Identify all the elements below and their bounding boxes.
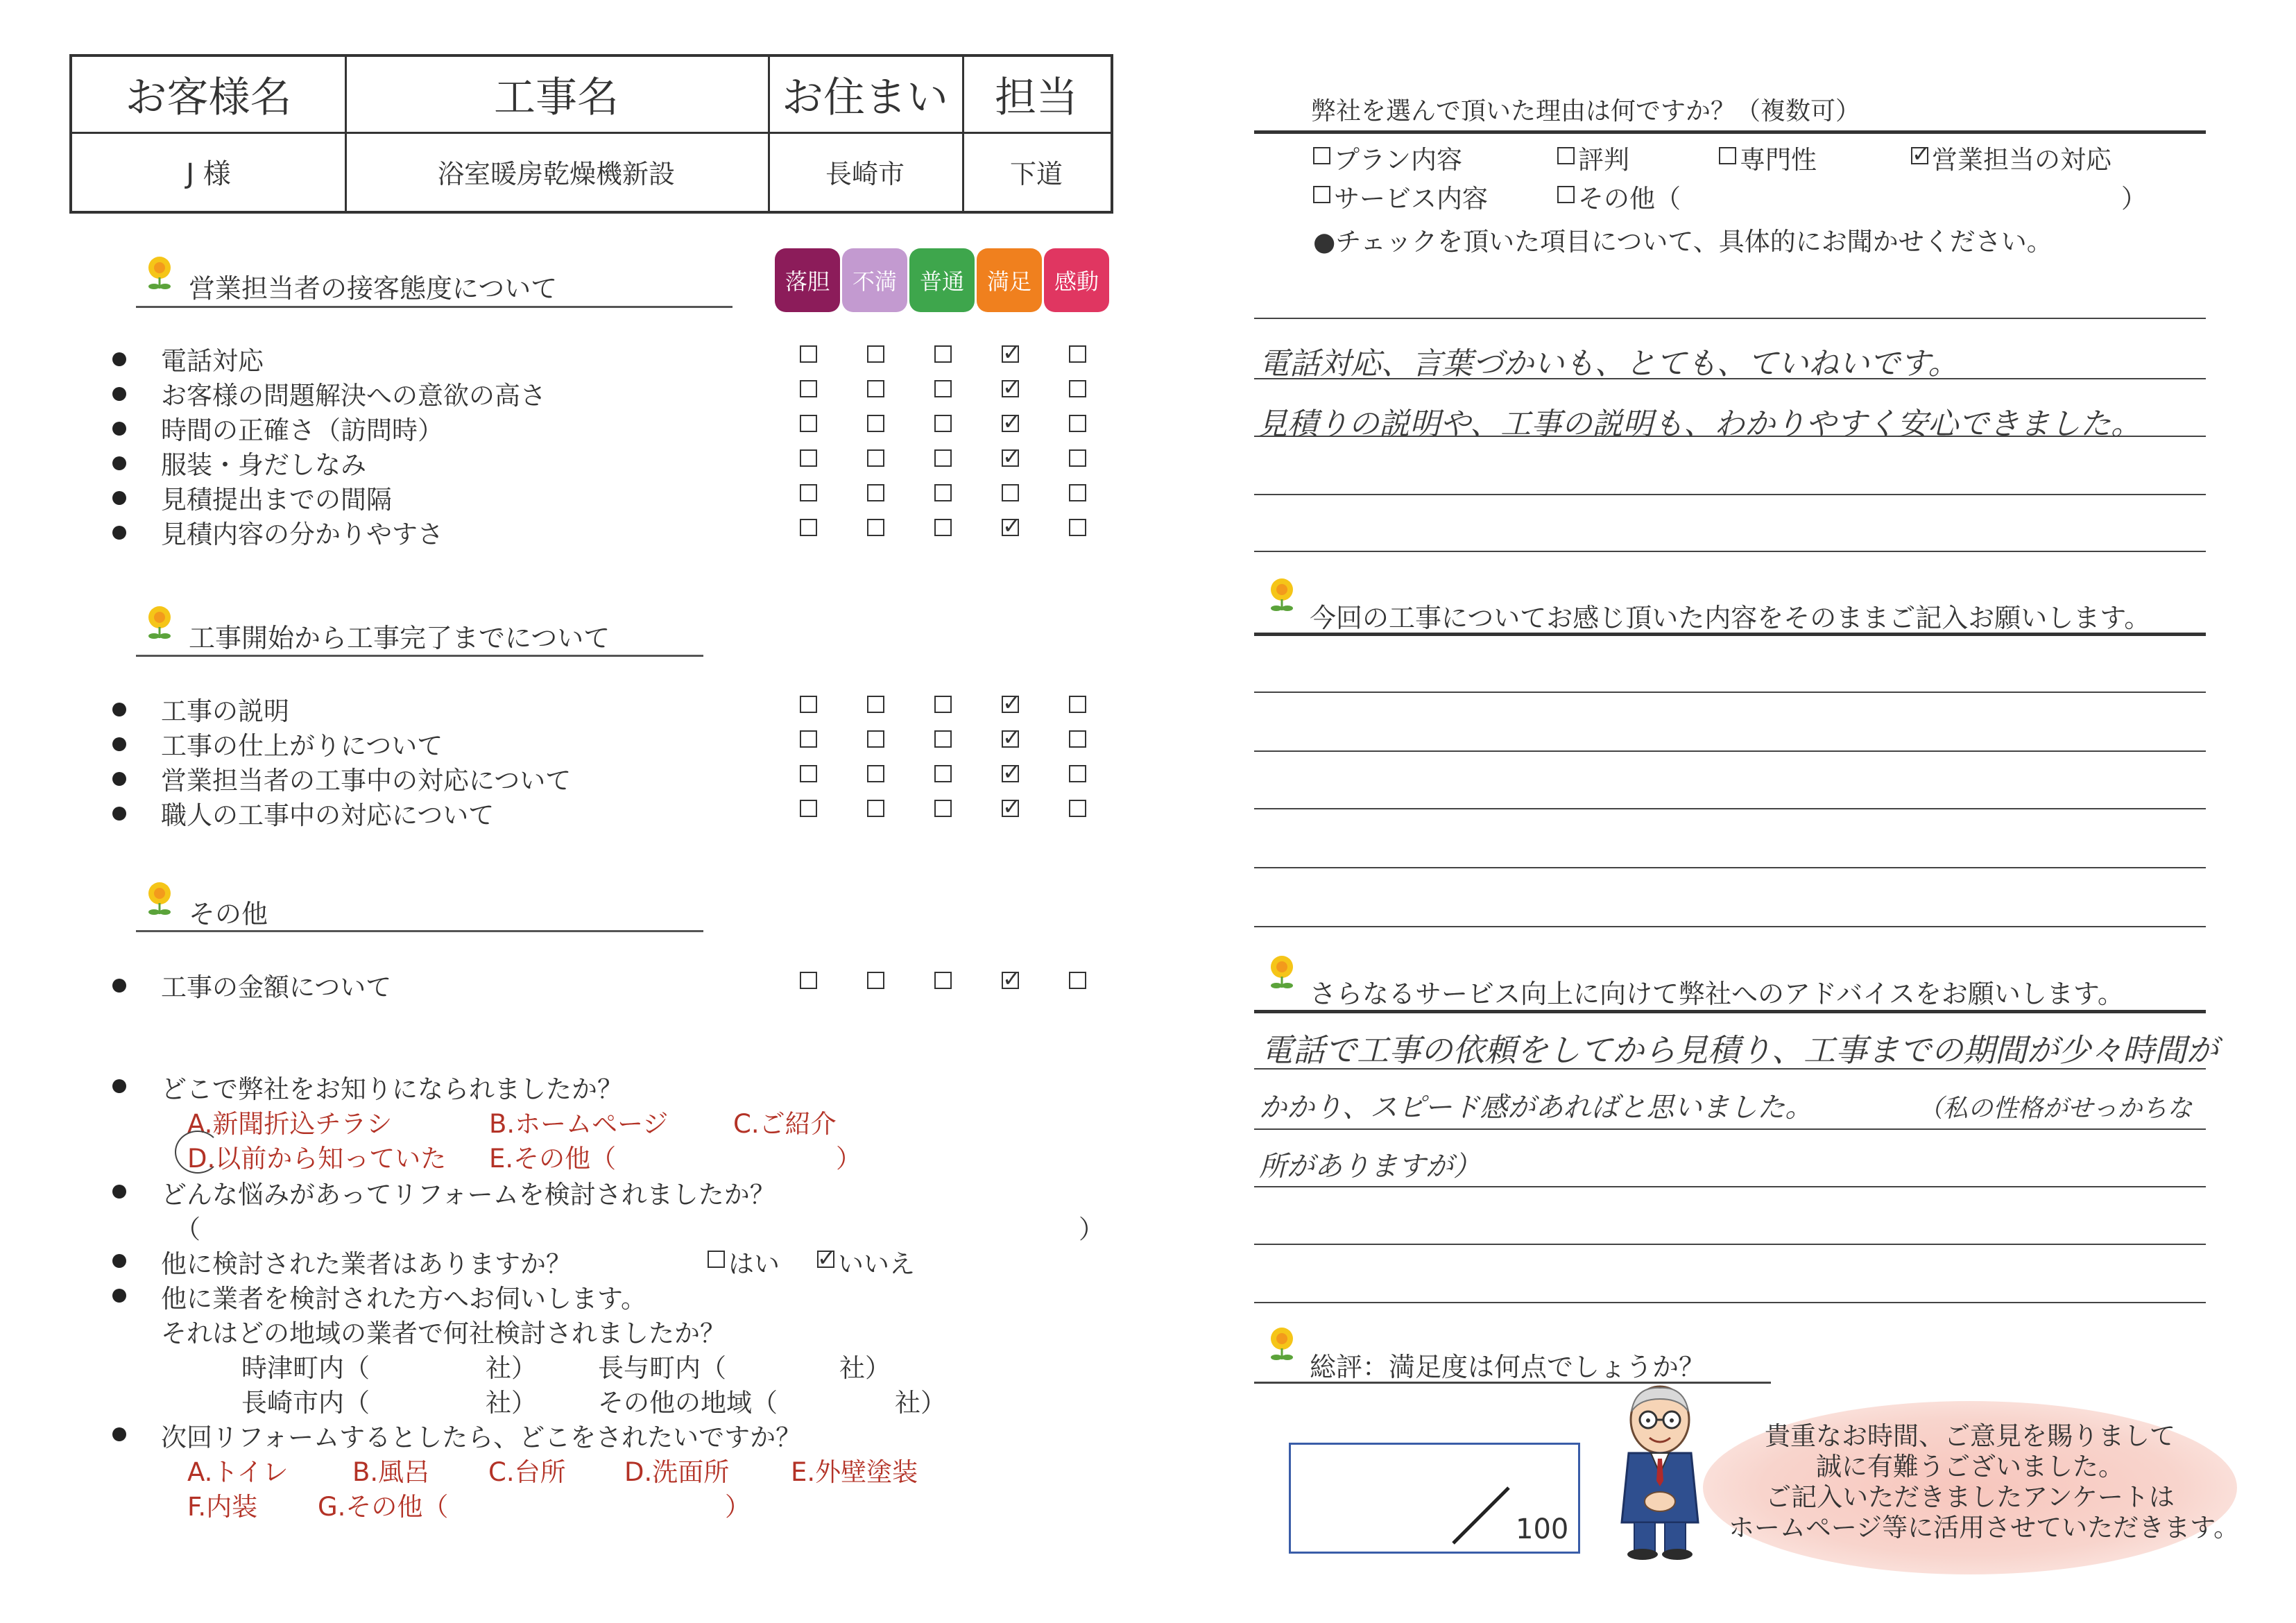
rating-checkbox[interactable] bbox=[800, 730, 817, 748]
bullet bbox=[112, 526, 126, 540]
region-togitsu: 時津町内（ bbox=[241, 1353, 370, 1383]
vendor-yes-checkbox[interactable] bbox=[708, 1251, 725, 1268]
check-mark-icon: ✓ bbox=[1002, 374, 1021, 400]
sunflower-icon bbox=[146, 255, 173, 291]
next-reform-g-close: ） bbox=[725, 1492, 751, 1522]
reason-answer-line-2: 見積りの説明や、工事の説明も、わかりやすく安心できました。 bbox=[1257, 406, 2142, 442]
advice-answer-line-2: かかり、スピード感があればと思いました。 bbox=[1259, 1092, 1813, 1124]
answer-line bbox=[1254, 1186, 2206, 1187]
answer-line bbox=[1254, 867, 2206, 868]
thanks-line-3: ご記入いただきましたアンケートは bbox=[1765, 1482, 2175, 1512]
residence: 長崎市 bbox=[825, 158, 905, 189]
answer-line bbox=[1254, 926, 2206, 927]
rating-checkbox[interactable] bbox=[800, 972, 817, 989]
sunflower-icon bbox=[1268, 954, 1296, 990]
question-label: 時間の正確さ（訪問時） bbox=[161, 415, 443, 445]
answer-line bbox=[1254, 1302, 2206, 1303]
score-max: 100 bbox=[1516, 1513, 1569, 1545]
header-customer-label: お客様名 bbox=[125, 74, 292, 122]
answer-line bbox=[1254, 551, 2206, 552]
question-label: 工事の説明 bbox=[161, 696, 289, 726]
region-question: 他に業者を検討された方へお伺いします。 bbox=[161, 1284, 647, 1314]
check-mark-icon: ✓ bbox=[1912, 141, 1930, 167]
rating-checkbox[interactable] bbox=[800, 449, 817, 467]
reason-other-close: ） bbox=[2121, 184, 2147, 214]
reason-checkbox[interactable] bbox=[1313, 186, 1330, 203]
rating-checkbox[interactable] bbox=[934, 800, 952, 817]
rating-checkbox[interactable] bbox=[800, 519, 817, 536]
region-nagasaki-sha: 社） bbox=[486, 1388, 537, 1418]
how-know-option-e[interactable]: E.その他（ bbox=[489, 1144, 617, 1174]
region-question-2: それはどの地域の業者で何社検討されましたか？ bbox=[161, 1319, 726, 1348]
bullet bbox=[112, 422, 126, 436]
rating-checkbox[interactable] bbox=[867, 380, 884, 397]
thanks-line-2: 誠に有難うございました。 bbox=[1816, 1452, 2124, 1482]
answer-line bbox=[1254, 692, 2206, 693]
rating-header-2: 不満 bbox=[842, 248, 907, 312]
check-mark-icon: ✓ bbox=[1002, 965, 1021, 992]
rating-checkbox[interactable] bbox=[800, 484, 817, 501]
bullet bbox=[112, 737, 126, 751]
sunflower-icon bbox=[146, 881, 173, 917]
bullet bbox=[112, 456, 126, 470]
section-staff-attitude-title: 営業担当者の接客態度について bbox=[189, 273, 558, 304]
reason-checkbox[interactable] bbox=[1557, 186, 1575, 203]
advice-answer-line-2b: （私の性格がせっかちな bbox=[1918, 1094, 2193, 1123]
question-label: 営業担当者の工事中の対応について bbox=[161, 766, 572, 796]
rating-checkbox[interactable] bbox=[934, 415, 952, 432]
how-know-option-b[interactable]: B.ホームページ bbox=[489, 1109, 669, 1139]
reason-option-label: 専門性 bbox=[1740, 145, 1817, 175]
reason-answer-line-1: 電話対応、言葉づかいも、とても、ていねいです。 bbox=[1259, 346, 1959, 381]
check-mark-icon: ✓ bbox=[1002, 339, 1021, 366]
next-reform-d[interactable]: D.洗面所 bbox=[624, 1457, 730, 1487]
section-construction-title: 工事開始から工事完了までについて bbox=[189, 623, 610, 653]
check-mark-icon: ✓ bbox=[1002, 443, 1021, 470]
rating-checkbox[interactable] bbox=[800, 345, 817, 363]
check-mark-icon: ✓ bbox=[1002, 759, 1021, 785]
check-mark-icon: ✓ bbox=[1002, 724, 1021, 750]
rating-checkbox[interactable] bbox=[867, 972, 884, 989]
rating-checkbox[interactable] bbox=[800, 380, 817, 397]
bullet bbox=[112, 807, 126, 821]
question-label: 工事の仕上がりについて bbox=[161, 731, 443, 761]
rating-checkbox[interactable] bbox=[800, 800, 817, 817]
rating-header-4: 満足 bbox=[977, 248, 1042, 312]
project-name: 浴室暖房乾燥機新設 bbox=[437, 158, 675, 189]
score-title: 総評：満足度は何点でしょうか？ bbox=[1310, 1352, 1706, 1382]
rating-header-1: 落胆 bbox=[775, 248, 840, 312]
header-residence-label: お住まい bbox=[782, 74, 948, 122]
header-table bbox=[69, 54, 1113, 214]
staff-name: 下道 bbox=[1009, 158, 1063, 189]
question-label: 服装・身だしなみ bbox=[161, 450, 366, 480]
question-label: お客様の問題解決への意欲の高さ bbox=[161, 381, 546, 411]
how-know-option-e-close: ） bbox=[836, 1144, 862, 1174]
check-mark-icon: ✓ bbox=[817, 1245, 836, 1271]
answer-line bbox=[1254, 318, 2206, 319]
reason-option-label: その他（ bbox=[1578, 184, 1681, 214]
bullet bbox=[112, 1254, 126, 1268]
section-underline bbox=[136, 306, 733, 308]
region-nagasaki: 長崎市内（ bbox=[241, 1388, 370, 1418]
advice-answer-line-1: 電話で工事の依頼をしてから見積り、工事までの期間が少々時間が bbox=[1261, 1031, 2218, 1069]
bullet bbox=[112, 772, 126, 786]
region-nagayo: 長与町内（ bbox=[598, 1353, 726, 1383]
rating-checkbox[interactable] bbox=[1069, 519, 1086, 536]
check-mark-icon: ✓ bbox=[1002, 689, 1021, 716]
rating-checkbox[interactable] bbox=[934, 519, 952, 536]
next-reform-f[interactable]: F.内装 bbox=[187, 1492, 258, 1522]
rating-checkbox[interactable] bbox=[934, 730, 952, 748]
question-label: 見積提出までの間隔 bbox=[161, 485, 392, 515]
reason-checkbox[interactable] bbox=[1557, 147, 1575, 164]
bullet bbox=[112, 1185, 126, 1199]
rating-checkbox[interactable] bbox=[800, 696, 817, 713]
bullet bbox=[112, 979, 126, 993]
rating-checkbox[interactable] bbox=[934, 345, 952, 363]
rating-checkbox[interactable] bbox=[1069, 972, 1086, 989]
reason-detail-prompt: ●チェックを頂いた項目について、具体的にお聞かせください。 bbox=[1313, 227, 2053, 257]
question-label: 職人の工事中の対応について bbox=[161, 800, 495, 830]
sunflower-icon bbox=[1268, 1326, 1296, 1362]
thanks-line-4: ホームページ等に活用させていただきます。 bbox=[1728, 1513, 2240, 1543]
rating-checkbox[interactable] bbox=[867, 519, 884, 536]
check-mark-icon: ✓ bbox=[1002, 793, 1021, 820]
bullet bbox=[112, 352, 126, 366]
region-other-sha: 社） bbox=[895, 1388, 946, 1418]
region-nagayo-sha: 社） bbox=[839, 1353, 891, 1383]
rating-checkbox[interactable] bbox=[934, 972, 952, 989]
vendor-yes-label: はい bbox=[728, 1249, 780, 1279]
section-underline bbox=[136, 930, 703, 932]
rating-checkbox[interactable] bbox=[934, 484, 952, 501]
bullet bbox=[112, 491, 126, 505]
answer-line bbox=[1254, 750, 2206, 752]
section-underline bbox=[136, 655, 703, 657]
region-togitsu-sha: 社） bbox=[486, 1353, 537, 1383]
rating-checkbox[interactable] bbox=[934, 696, 952, 713]
customer-name: J 様 bbox=[186, 157, 231, 190]
reason-question: 弊社を選んで頂いた理由は何ですか？（複数可） bbox=[1311, 97, 1861, 126]
vendor-no-label: いいえ bbox=[838, 1249, 915, 1279]
impression-title: 今回の工事についてお感じ頂いた内容をそのままご記入お願いします。 bbox=[1310, 603, 2151, 633]
rating-checkbox[interactable] bbox=[1069, 380, 1086, 397]
bullet bbox=[112, 703, 126, 716]
next-reform-question: 次回リフォームするとしたら、どこをされたいですか？ bbox=[161, 1423, 802, 1452]
rating-checkbox[interactable] bbox=[1002, 484, 1019, 501]
rating-checkbox[interactable] bbox=[867, 449, 884, 467]
worry-close-paren: ） bbox=[1079, 1214, 1104, 1244]
how-know-question: どこで弊社をお知りになられましたか？ bbox=[161, 1074, 623, 1104]
rating-checkbox[interactable] bbox=[867, 730, 884, 748]
answer-line bbox=[1254, 808, 2206, 809]
other-vendor-question: 他に検討された業者はありますか？ bbox=[161, 1249, 572, 1279]
rating-checkbox[interactable] bbox=[1069, 449, 1086, 467]
sunflower-icon bbox=[1268, 577, 1296, 613]
rating-checkbox[interactable] bbox=[934, 380, 952, 397]
how-know-option-a[interactable]: A.新聞折込チラシ bbox=[187, 1109, 393, 1139]
slash-icon bbox=[1450, 1484, 1512, 1547]
header-staff-label: 担当 bbox=[995, 74, 1078, 122]
reason-option-label: 評判 bbox=[1578, 145, 1629, 175]
bullet bbox=[112, 1079, 126, 1093]
rating-checkbox[interactable] bbox=[867, 696, 884, 713]
rating-checkbox[interactable] bbox=[800, 415, 817, 432]
check-mark-icon: ✓ bbox=[1002, 513, 1021, 539]
impression-rule bbox=[1254, 633, 2206, 636]
advice-answer-line-3: 所がありますが） bbox=[1259, 1151, 1481, 1183]
reason-checkbox[interactable] bbox=[1313, 147, 1330, 164]
rating-checkbox[interactable] bbox=[800, 765, 817, 782]
staff-mascot-illustration bbox=[1608, 1384, 1712, 1561]
rating-checkbox[interactable] bbox=[1069, 800, 1086, 817]
reason-option-label: サービス内容 bbox=[1334, 184, 1488, 214]
reason-option-label: プラン内容 bbox=[1334, 145, 1462, 175]
sunflower-icon bbox=[146, 605, 173, 641]
section-other-title: その他 bbox=[189, 899, 268, 929]
answer-line bbox=[1254, 494, 2206, 495]
advice-title: さらなるサービス向上に向けて弊社へのアドバイスをお願いします。 bbox=[1310, 979, 2124, 1009]
header-project-label: 工事名 bbox=[494, 74, 619, 122]
next-reform-g[interactable]: G.その他（ bbox=[318, 1492, 449, 1522]
bullet bbox=[112, 1427, 126, 1441]
next-reform-b[interactable]: B.風呂 bbox=[352, 1457, 430, 1487]
how-know-option-c[interactable]: C.ご紹介 bbox=[733, 1109, 837, 1139]
bullet bbox=[112, 387, 126, 401]
rating-checkbox[interactable] bbox=[1069, 765, 1086, 782]
rating-checkbox[interactable] bbox=[867, 345, 884, 363]
advice-rule bbox=[1254, 1010, 2206, 1013]
question-label: 工事の金額について bbox=[161, 972, 392, 1002]
rating-header-5: 感動 bbox=[1044, 248, 1109, 312]
how-know-option-d[interactable]: D.以前から知っていた bbox=[187, 1144, 447, 1174]
bullet bbox=[112, 1289, 126, 1303]
rating-checkbox[interactable] bbox=[934, 449, 952, 467]
rating-checkbox[interactable] bbox=[1069, 345, 1086, 363]
rating-checkbox[interactable] bbox=[1069, 730, 1086, 748]
rating-checkbox[interactable] bbox=[1069, 696, 1086, 713]
answer-line bbox=[1254, 1244, 2206, 1245]
reason-checkbox[interactable] bbox=[1719, 147, 1736, 164]
reason-option-label: 営業担当の対応 bbox=[1932, 145, 2111, 175]
next-reform-e[interactable]: E.外壁塗装 bbox=[791, 1457, 918, 1487]
question-label: 電話対応 bbox=[161, 346, 264, 376]
rating-header-3: 普通 bbox=[909, 248, 975, 312]
region-other: その他の地域（ bbox=[598, 1388, 778, 1418]
next-reform-c[interactable]: C.台所 bbox=[488, 1457, 566, 1487]
worry-question: どんな悩みがあってリフォームを検討されましたか？ bbox=[161, 1180, 776, 1210]
next-reform-a[interactable]: A.トイレ bbox=[187, 1457, 289, 1487]
rating-checkbox[interactable] bbox=[867, 415, 884, 432]
rating-checkbox[interactable] bbox=[934, 765, 952, 782]
rating-checkbox[interactable] bbox=[867, 800, 884, 817]
rating-checkbox[interactable] bbox=[1069, 484, 1086, 501]
question-label: 見積内容の分かりやすさ bbox=[161, 519, 443, 549]
worry-open-paren: （ bbox=[175, 1214, 200, 1244]
rating-checkbox[interactable] bbox=[867, 484, 884, 501]
rating-checkbox[interactable] bbox=[1069, 415, 1086, 432]
reason-rule bbox=[1254, 130, 2206, 134]
check-mark-icon: ✓ bbox=[1002, 409, 1021, 435]
rating-checkbox[interactable] bbox=[867, 765, 884, 782]
answer-line bbox=[1254, 1128, 2206, 1130]
thanks-line-1: 貴重なお時間、ご意見を賜りまして bbox=[1765, 1421, 2175, 1451]
